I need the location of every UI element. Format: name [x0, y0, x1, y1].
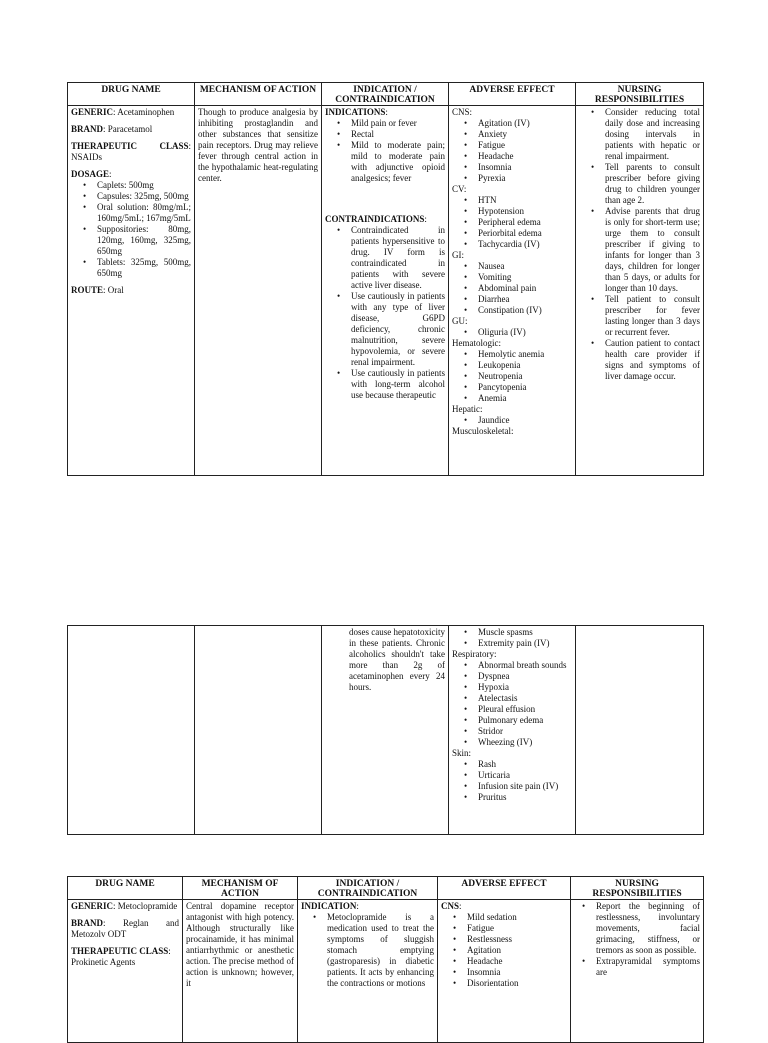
brand-line — [71, 918, 179, 940]
mechanism-cell — [183, 900, 298, 1043]
indications-heading: INDICATIONS: — [325, 107, 388, 117]
list-item: • Suppositories: 80mg, 120mg, 160mg, 325mg, 650mg — [95, 224, 191, 257]
brand-label: BRAND — [71, 124, 104, 134]
adverse-list — [452, 415, 572, 426]
adverse-list — [441, 912, 567, 989]
adverse-list — [452, 660, 572, 748]
adverse-group-label: GU: — [452, 316, 468, 326]
adverse-group-label: Skin: — [452, 748, 472, 758]
indications-list — [325, 118, 445, 184]
header-mechanism: MECHANISM OF ACTION — [183, 877, 298, 900]
list-item: • Contraindicated in patients hypersensitive to drug. IV form is contraindicated in patients with severe active liver disease. — [349, 225, 445, 291]
class-label: THERAPEUTIC CLASS — [71, 141, 189, 151]
list-item: • Mild sedation — [465, 912, 567, 923]
list-item: • Fatigue — [465, 923, 567, 934]
list-item: • Vomiting — [476, 272, 572, 283]
brand-value: : Paracetamol — [103, 124, 153, 134]
dosage-line — [71, 169, 191, 180]
list-item: • Metoclopramide is a medication used to treat the symptoms of sluggish stomach emptying (gastroparesis) in diabetic patients. It acts by enhancing the contractions or motions — [325, 912, 434, 989]
list-item: • Hemolytic anemia — [476, 349, 572, 360]
class-line — [71, 946, 179, 968]
mechanism-text: Central dopamine receptor antagonist with high potency. Although structurally like procainamide, it has minimal antiarrhythmic or anesthetic action. The precise method of action is unknown; however, it — [186, 901, 294, 988]
list-item: • Oral solution: 80mg/mL; 160mg/5mL; 167mg/5mL — [95, 202, 191, 224]
adverse-effect-cell — [449, 106, 576, 476]
table-row — [68, 626, 704, 835]
header-nursing: NURSING RESPONSIBILITIES — [571, 877, 704, 900]
indication-cell — [298, 900, 438, 1043]
list-item: • HTN — [476, 195, 572, 206]
list-item: • Oliguria (IV) — [476, 327, 572, 338]
list-item: • Urticaria — [476, 770, 572, 781]
header-indication: INDICATION / CONTRAINDICATION — [298, 877, 438, 900]
list-item: • Abnormal breath sounds — [476, 660, 572, 671]
mechanism-cell — [195, 106, 322, 476]
list-item: • Caplets: 500mg — [95, 180, 191, 191]
adverse-group-label: GI: — [452, 250, 464, 260]
indication-label: INDICATION — [301, 901, 357, 911]
generic-value: : Acetaminophen — [113, 107, 175, 117]
adverse-effect-cell — [449, 626, 576, 835]
list-item: • Extrapyramidal symptoms are — [594, 956, 700, 978]
generic-line — [71, 107, 191, 118]
header-mechanism: MECHANISM OF ACTION — [195, 83, 322, 106]
nursing-cell — [576, 626, 704, 835]
adverse-list — [452, 261, 572, 316]
list-item: • Atelectasis — [476, 693, 572, 704]
list-item: • Pulmonary edema — [476, 715, 572, 726]
header-nursing: NURSING RESPONSIBILITIES — [576, 83, 704, 106]
class-label: THERAPEUTIC CLASS — [71, 946, 169, 956]
list-item: • Anxiety — [476, 129, 572, 140]
class-value: : NSAIDs — [71, 141, 191, 162]
list-item: • Extremity pain (IV) — [476, 638, 572, 649]
contraindication-continued: doses cause hepatotoxicity in these patients. Chronic alcoholics shouldn't take more than 2g of acetaminophen every 24 hours. — [349, 627, 445, 692]
header-indication: INDICATION / CONTRAINDICATION — [322, 83, 449, 106]
list-item: • Hypoxia — [476, 682, 572, 693]
header-adverse-effect: ADVERSE EFFECT — [438, 877, 571, 900]
drug-card-metoclopramide — [67, 876, 704, 1043]
list-item: • Headache — [465, 956, 567, 967]
generic-value: : Metoclopramide — [113, 901, 178, 911]
contraindications-label: CONTRAINDICATIONS — [325, 214, 425, 224]
list-item: • Dyspnea — [476, 671, 572, 682]
list-item: • Constipation (IV) — [476, 305, 572, 316]
drug-name-cell — [68, 106, 195, 476]
list-item: • Disorientation — [465, 978, 567, 989]
indication-cell — [322, 626, 449, 835]
list-item: • Abdominal pain — [476, 283, 572, 294]
adverse-list — [452, 327, 572, 338]
list-item: • Tablets: 325mg, 500mg, 650mg — [95, 257, 191, 279]
route-line — [71, 285, 191, 296]
list-item: • Advise parents that drug is only for short-term use; urge them to consult prescriber if giving to infants for longer than 3 days, children for longer than 5 days, or adults for longer than 10 days. — [603, 206, 700, 294]
list-item: • Tell patient to consult prescriber for fever lasting longer than 3 days or recurrent fever. — [603, 294, 700, 338]
adverse-label: CNS — [441, 901, 460, 911]
list-item: • Agitation — [465, 945, 567, 956]
nursing-cell — [571, 900, 704, 1043]
nursing-cell — [576, 106, 704, 476]
list-item: • Stridor — [476, 726, 572, 737]
adverse-group-label: Musculoskeletal: — [452, 426, 514, 436]
list-item: • Peripheral edema — [476, 217, 572, 228]
contraindications-list — [325, 225, 445, 401]
table-header-row — [68, 877, 704, 900]
list-item: • Capsules: 325mg, 500mg — [95, 191, 191, 202]
list-item: • Tachycardia (IV) — [476, 239, 572, 250]
mechanism-cell — [195, 626, 322, 835]
header-drug-name: DRUG NAME — [68, 83, 195, 106]
indications-list — [301, 912, 434, 989]
list-item: • Wheezing (IV) — [476, 737, 572, 748]
generic-label: GENERIC — [71, 901, 114, 911]
list-item: • Use cautiously in patients with any type of liver disease, G6PD deficiency, chronic malnutrition, severe hypovolemia, or severe renal impairment. — [349, 291, 445, 368]
adverse-group-label: Hematologic: — [452, 338, 501, 348]
list-item: • Tell parents to consult prescriber before giving drug to children younger than age 2. — [603, 162, 700, 206]
drug-name-cell — [68, 900, 183, 1043]
table-row — [68, 106, 704, 476]
list-item: • Anemia — [476, 393, 572, 404]
route-value: : Oral — [103, 285, 124, 295]
adverse-group-label: Hepatic: — [452, 404, 483, 414]
list-item: • Mild to moderate pain; mild to moderate pain with adjunctive opioid analgesics; fever — [349, 140, 445, 184]
class-value: : Prokinetic Agents — [71, 946, 171, 967]
list-item: • Pruritus — [476, 792, 572, 803]
adverse-effect-cell — [438, 900, 571, 1043]
list-item: • Consider reducing total daily dose and increasing dosing intervals in patients with hepatic or renal impairment. — [603, 107, 700, 162]
list-item: • Infusion site pain (IV) — [476, 781, 572, 792]
brand-value: : Reglan and Metozolv ODT — [71, 918, 179, 939]
list-item: • Pyrexia — [476, 173, 572, 184]
adverse-suffix: : — [459, 901, 462, 911]
list-item: • Hypotension — [476, 206, 572, 217]
adverse-list — [452, 118, 572, 184]
list-item: • Neutropenia — [476, 371, 572, 382]
nursing-list — [574, 901, 700, 978]
adverse-heading — [441, 901, 567, 912]
drug-card-acetaminophen — [67, 82, 704, 476]
list-item: • Diarrhea — [476, 294, 572, 305]
brand-line — [71, 124, 191, 135]
list-item: • Rectal — [349, 129, 445, 140]
generic-label: GENERIC — [71, 107, 114, 117]
list-item: • Insomnia — [476, 162, 572, 173]
route-label: ROUTE — [71, 285, 104, 295]
list-item: • Headache — [476, 151, 572, 162]
adverse-group-label: CNS: — [452, 107, 473, 117]
indication-cell — [322, 106, 449, 476]
list-item: • Pleural effusion — [476, 704, 572, 715]
adverse-list — [452, 195, 572, 250]
list-item: • Periorbital edema — [476, 228, 572, 239]
header-drug-name: DRUG NAME — [68, 877, 183, 900]
table-header-row — [68, 83, 704, 106]
adverse-list — [452, 349, 572, 404]
nursing-list — [579, 107, 700, 382]
list-item: • Fatigue — [476, 140, 572, 151]
table-row — [68, 900, 704, 1043]
adverse-list — [452, 759, 572, 803]
list-item: • Leukopenia — [476, 360, 572, 371]
list-item: • Jaundice — [476, 415, 572, 426]
list-item: • Rash — [476, 759, 572, 770]
class-line — [71, 141, 191, 163]
header-adverse-effect: ADVERSE EFFECT — [449, 83, 576, 106]
brand-label: BRAND — [71, 918, 104, 928]
indications-label: INDICATIONS — [325, 107, 386, 117]
list-item: • Nausea — [476, 261, 572, 272]
list-item: • Use cautiously in patients with long-term alcohol use because therapeutic — [349, 368, 445, 401]
list-item: • Insomnia — [465, 967, 567, 978]
generic-line — [71, 901, 179, 912]
list-item: • Restlessness — [465, 934, 567, 945]
drug-card-continuation — [67, 625, 704, 835]
adverse-group-label: Respiratory: — [452, 649, 497, 659]
list-item: • Pancytopenia — [476, 382, 572, 393]
list-item: • Report the beginning of restlessness, involuntary movements, facial grimacing, stiffness, or tremors as soon as possible. — [594, 901, 700, 956]
contraindications-heading: CONTRAINDICATIONS: — [325, 214, 427, 224]
dosage-label: DOSAGE — [71, 169, 110, 179]
indication-heading — [301, 901, 434, 912]
dosage-list — [71, 180, 191, 279]
mechanism-text: Though to produce analgesia by inhibiting prostaglandin and other substances that sensitize pain receptors. Drug may relieve fever through central action in the hypothalamic heat-regulating center. — [198, 107, 318, 183]
drug-name-cell — [68, 626, 195, 835]
list-item: • Mild pain or fever — [349, 118, 445, 129]
list-item: • Agitation (IV) — [476, 118, 572, 129]
list-item: • Muscle spasms — [476, 627, 572, 638]
indication-suffix: : — [356, 901, 359, 911]
dosage-suffix: : — [109, 169, 112, 179]
list-item: • Caution patient to contact health care provider if signs and symptoms of liver damage occur. — [603, 338, 700, 382]
adverse-list — [452, 627, 572, 649]
adverse-group-label: CV: — [452, 184, 467, 194]
